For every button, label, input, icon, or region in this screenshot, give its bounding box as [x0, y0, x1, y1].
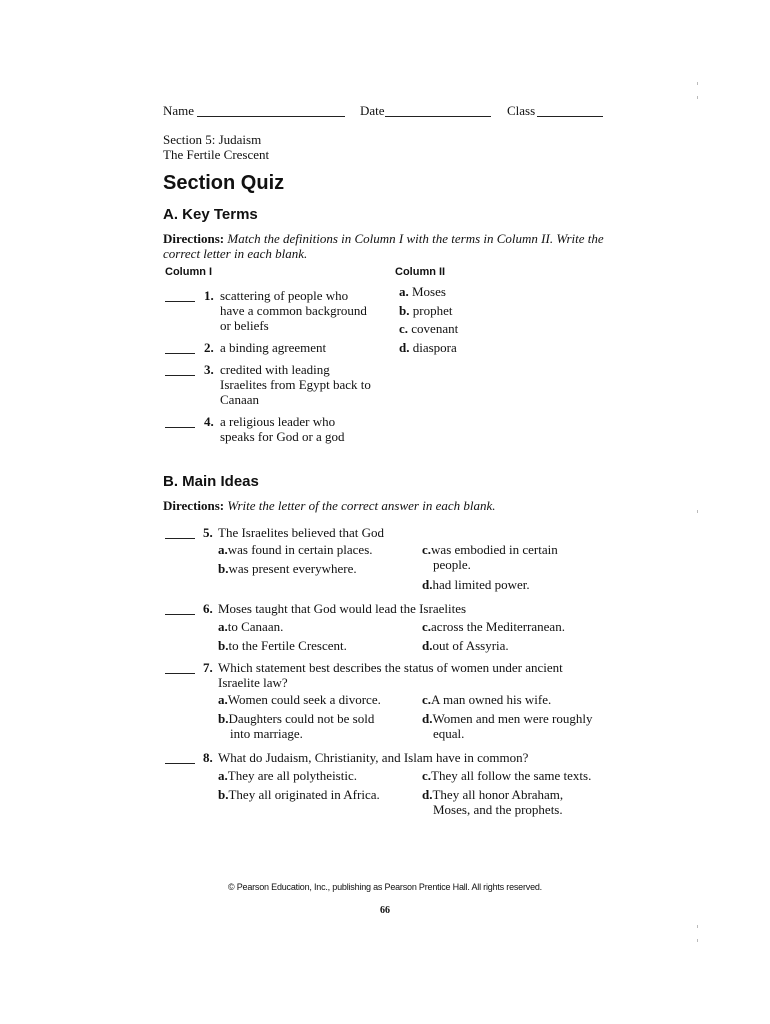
- definition-line: have a common background: [220, 303, 367, 318]
- scan-mark: [697, 939, 698, 942]
- choice-letter: a.: [218, 768, 228, 783]
- choice-text: across the Mediterranean.: [431, 619, 565, 634]
- choice-letter: c.: [422, 692, 432, 707]
- definition-line: a religious leader who: [220, 414, 336, 429]
- question-number: 4.: [204, 414, 214, 429]
- column-i-heading: Column I: [165, 266, 213, 278]
- answer-blank-2[interactable]: [165, 353, 195, 354]
- answer-blank-6[interactable]: [165, 614, 195, 615]
- choice-b-cont: into marriage.: [230, 726, 303, 741]
- choice-text: to the Fertile Crescent.: [228, 638, 347, 653]
- choice-b: [218, 711, 374, 727]
- date-label: Date: [360, 103, 385, 118]
- choice-letter: d.: [422, 638, 433, 653]
- choice-text: was found in certain places.: [227, 542, 373, 557]
- choice-text: They all honor Abraham,: [432, 787, 564, 802]
- definition-line: Israelites from Egypt back to: [220, 377, 371, 392]
- part-a-directions: [163, 231, 604, 247]
- question-stem: The Israelites believed that God: [218, 525, 385, 540]
- choice-b: [218, 638, 347, 654]
- choice-letter: c.: [422, 542, 432, 557]
- term-letter: c.: [399, 321, 409, 336]
- directions-text: Match the definitions in Column I with the terms in Column II. Write the: [227, 231, 604, 246]
- answer-blank-7[interactable]: [165, 673, 195, 674]
- term-text: prophet: [412, 303, 453, 318]
- choice-letter: c.: [422, 619, 432, 634]
- question-stem-cont: Israelite law?: [218, 675, 288, 690]
- definition-line: a binding agreement: [220, 340, 327, 355]
- question-number: 2.: [204, 340, 214, 355]
- question-stem: Which statement best describes the status of women under ancient: [218, 660, 563, 675]
- question-number: 5.: [203, 525, 213, 540]
- term-text: diaspora: [412, 340, 457, 355]
- definition-line: or beliefs: [220, 318, 269, 333]
- term-letter: b.: [399, 303, 410, 318]
- choice-d-cont: equal.: [433, 726, 465, 741]
- choice-letter: c.: [422, 768, 432, 783]
- choice-text: out of Assyria.: [432, 638, 509, 653]
- column-ii-heading: Column II: [395, 266, 446, 278]
- choice-d: [422, 711, 592, 727]
- term-text: Moses: [412, 284, 446, 299]
- question-stem: What do Judaism, Christianity, and Islam have in common?: [218, 750, 529, 765]
- name-field[interactable]: [197, 116, 345, 117]
- term-a: [399, 284, 446, 300]
- definition-line: speaks for God or a god: [220, 429, 345, 444]
- choice-c: [422, 542, 558, 558]
- term-letter: a.: [399, 284, 409, 299]
- name-label: Name: [163, 103, 195, 118]
- scan-mark: [697, 82, 698, 85]
- date-field[interactable]: [385, 116, 491, 117]
- question-number: 7.: [203, 660, 213, 675]
- choice-d: [422, 638, 509, 654]
- question-number: 8.: [203, 750, 213, 765]
- choice-text: They all follow the same texts.: [431, 768, 592, 783]
- choice-text: had limited power.: [432, 577, 530, 592]
- class-field[interactable]: [537, 116, 603, 117]
- answer-blank-3[interactable]: [165, 375, 195, 376]
- choice-letter: d.: [422, 711, 433, 726]
- choice-letter: d.: [422, 577, 433, 592]
- part-a-directions-cont: correct letter in each blank.: [163, 246, 308, 261]
- choice-text: was embodied in certain: [431, 542, 558, 557]
- term-letter: d.: [399, 340, 410, 355]
- choice-b: [218, 561, 357, 577]
- choice-letter: b.: [218, 561, 229, 576]
- directions-label: Directions:: [163, 498, 225, 513]
- definition-line: Canaan: [220, 392, 259, 407]
- choice-letter: b.: [218, 638, 229, 653]
- part-a-heading: A. Key Terms: [163, 206, 258, 223]
- answer-blank-8[interactable]: [165, 763, 195, 764]
- term-d: [399, 340, 457, 356]
- section-subtitle: The Fertile Crescent: [163, 147, 270, 162]
- choice-text: was present everywhere.: [228, 561, 357, 576]
- answer-blank-5[interactable]: [165, 538, 195, 539]
- choice-letter: b.: [218, 787, 229, 802]
- scan-mark: [697, 925, 698, 928]
- choice-text: They are all polytheistic.: [227, 768, 357, 783]
- definition-line: scattering of people who: [220, 288, 349, 303]
- copyright-notice: © Pearson Education, Inc., publishing as Pearson Prentice Hall. All rights reserved.: [227, 882, 542, 892]
- choice-text: They all originated in Africa.: [228, 787, 380, 802]
- choice-letter: a.: [218, 619, 228, 634]
- page-number: 66: [380, 905, 390, 916]
- question-number: 3.: [204, 362, 214, 377]
- part-b-directions: [163, 498, 496, 514]
- choice-letter: b.: [218, 711, 229, 726]
- answer-blank-1[interactable]: [165, 301, 195, 302]
- choice-c: [422, 768, 591, 784]
- choice-text: to Canaan.: [227, 619, 284, 634]
- question-number: 6.: [203, 601, 213, 616]
- question-stem: Moses taught that God would lead the Israelites: [218, 601, 467, 616]
- question-number: 1.: [204, 288, 214, 303]
- directions-label: Directions:: [163, 231, 225, 246]
- definition-line: credited with leading: [220, 362, 330, 377]
- choice-a: [218, 619, 283, 635]
- class-label: Class: [507, 103, 536, 118]
- section-number: Section 5: Judaism: [163, 132, 262, 147]
- choice-text: A man owned his wife.: [431, 692, 552, 707]
- page-title: Section Quiz: [163, 172, 285, 194]
- choice-c: [422, 619, 565, 635]
- term-c: [399, 321, 458, 337]
- choice-letter: a.: [218, 542, 228, 557]
- choice-c: [422, 692, 551, 708]
- choice-text: Women and men were roughly: [432, 711, 593, 726]
- choice-c-cont: people.: [433, 557, 471, 572]
- part-b-heading: B. Main Ideas: [163, 473, 259, 490]
- choice-text: Daughters could not be sold: [228, 711, 375, 726]
- choice-d-cont: Moses, and the prophets.: [433, 802, 563, 817]
- choice-letter: d.: [422, 787, 433, 802]
- choice-d: [422, 787, 563, 803]
- choice-a: [218, 768, 357, 784]
- choice-letter: a.: [218, 692, 228, 707]
- directions-text: Write the letter of the correct answer in each blank.: [227, 498, 496, 513]
- choice-b: [218, 787, 380, 803]
- scan-mark: [697, 510, 698, 513]
- choice-text: Women could seek a divorce.: [227, 692, 381, 707]
- choice-a: [218, 692, 381, 708]
- term-text: covenant: [411, 321, 459, 336]
- scan-mark: [697, 96, 698, 99]
- choice-d: [422, 577, 530, 593]
- choice-a: [218, 542, 373, 558]
- term-b: [399, 303, 452, 319]
- answer-blank-4[interactable]: [165, 427, 195, 428]
